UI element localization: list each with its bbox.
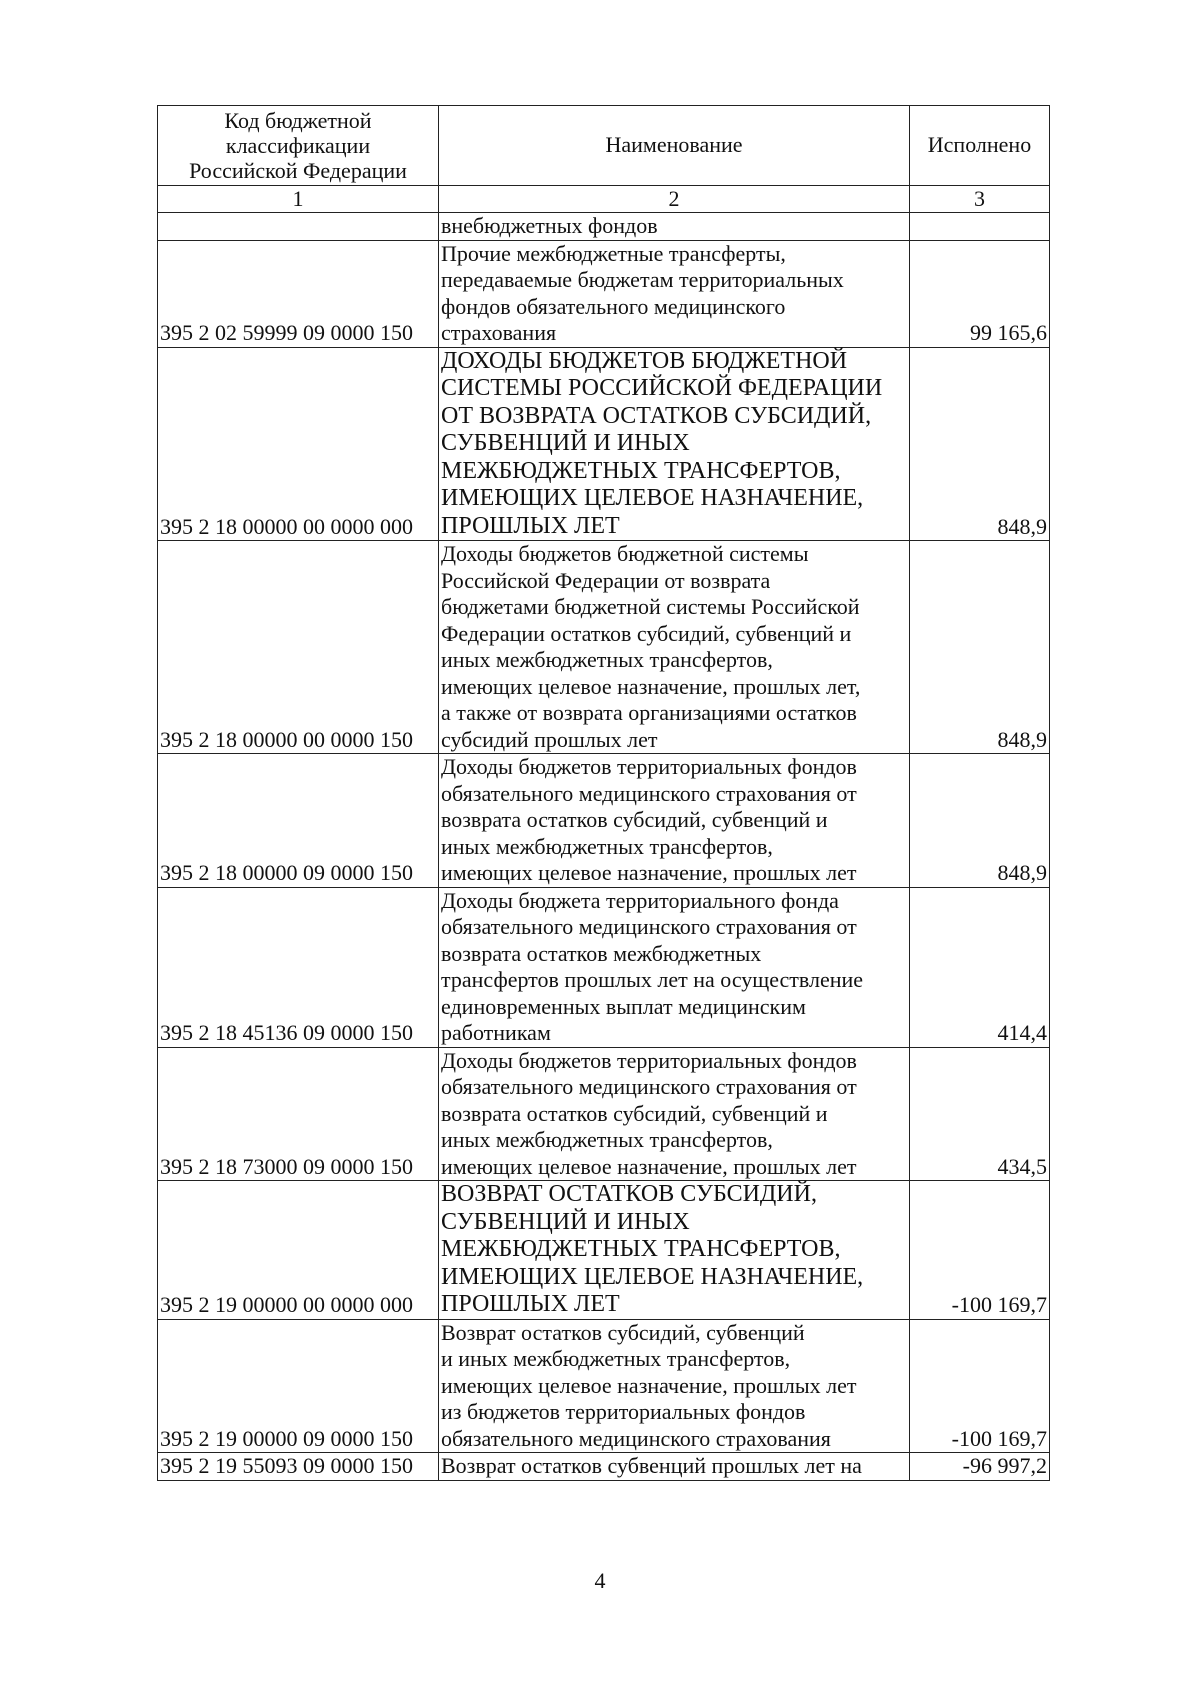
item-name-line: а также от возврата организациями остатков (441, 700, 857, 725)
item-name-line: имеющих целевое назначение, прошлых лет (441, 1372, 857, 1398)
item-name-line: Доходы бюджетов территориальных фондов (441, 754, 857, 779)
executed-value-cell: 434,5 (910, 1047, 1050, 1181)
budget-code-cell: 395 2 19 00000 09 0000 150 (158, 1319, 439, 1453)
item-name-line: Доходы бюджетов территориальных фондов (441, 1047, 857, 1073)
item-name-line: Доходы бюджетов бюджетной системы (441, 541, 809, 566)
header-executed: Исполнено (910, 106, 1050, 186)
item-name-line: СУБВЕНЦИЙ И ИНЫХ (441, 1208, 690, 1235)
header-code-line: Российской Федерации (189, 158, 407, 183)
item-name-line: Прочие межбюджетные трансферты, (441, 240, 786, 266)
item-name-cell (439, 213, 910, 241)
budget-code-cell: 395 2 18 73000 09 0000 150 (158, 1047, 439, 1181)
item-name-line: ДОХОДЫ БЮДЖЕТОВ БЮДЖЕТНОЙ (441, 347, 848, 374)
table-body (158, 213, 1050, 1481)
item-name-line: Возврат остатков субвенций прошлых лет на (441, 1453, 862, 1478)
page-number: 4 (594, 1568, 606, 1593)
item-name-cell (439, 1181, 910, 1320)
table-row (158, 1181, 1050, 1320)
item-name-line: фондов обязательного медицинского (441, 293, 786, 319)
executed-value-cell: 848,9 (910, 347, 1050, 541)
table-row (158, 240, 1050, 347)
executed-value-cell (910, 213, 1050, 241)
item-name-line: работникам (441, 1020, 551, 1045)
item-name-line: Федерации остатков субсидий, субвенций и (441, 620, 852, 646)
item-name-line: СУБВЕНЦИЙ И ИНЫХ (441, 430, 690, 456)
item-name-cell (439, 887, 910, 1047)
item-name-cell (439, 240, 910, 347)
item-name-line: возврата остатков субсидий, субвенций и (441, 1100, 828, 1126)
item-name-cell (439, 754, 910, 888)
table-row (158, 887, 1050, 1047)
table-row (158, 1319, 1050, 1453)
item-name-line: имеющих целевое назначение, прошлых лет (441, 1153, 857, 1179)
budget-code-cell: 395 2 18 45136 09 0000 150 (158, 887, 439, 1047)
item-name-cell (439, 1319, 910, 1453)
item-name-line: обязательного медицинского страхования от (441, 780, 857, 806)
column-number: 3 (910, 186, 1050, 213)
budget-code-cell: 395 2 18 00000 09 0000 150 (158, 754, 439, 888)
item-name-line: Возврат остатков субсидий, субвенций (441, 1319, 805, 1345)
budget-code-cell: 395 2 18 00000 00 0000 000 (158, 347, 439, 541)
item-name-cell (439, 347, 910, 541)
executed-value-cell: 848,9 (910, 541, 1050, 754)
executed-value-cell: -100 169,7 (910, 1181, 1050, 1320)
item-name-line: ОТ ВОЗВРАТА ОСТАТКОВ СУБСИДИЙ, (441, 402, 872, 429)
table-row (158, 541, 1050, 754)
item-name-line: трансфертов прошлых лет на осуществление (441, 967, 864, 992)
item-name-line: ПРОШЛЫХ ЛЕТ (441, 512, 620, 539)
item-name-cell (439, 541, 910, 754)
item-name-cell (439, 1453, 910, 1481)
item-name-line: возврата остатков субсидий, субвенций и (441, 807, 828, 832)
budget-code-cell: 395 2 19 00000 00 0000 000 (158, 1181, 439, 1320)
table-row (158, 1047, 1050, 1181)
header-code-line: Код бюджетной (224, 108, 372, 133)
item-name-line: ПРОШЛЫХ ЛЕТ (441, 1291, 620, 1317)
item-name-line: иных межбюджетных трансфертов, (441, 1127, 773, 1152)
executed-value-cell: 414,4 (910, 887, 1050, 1047)
item-name-line: единовременных выплат медицинским (441, 993, 806, 1019)
item-name-line: субсидий прошлых лет (441, 726, 658, 752)
executed-value-cell: 848,9 (910, 754, 1050, 888)
item-name-line: имеющих целевое назначение, прошлых лет (441, 860, 857, 885)
item-name-line: бюджетами бюджетной системы Российской (441, 594, 860, 619)
table-row (158, 1453, 1050, 1481)
executed-value-cell: -100 169,7 (910, 1319, 1050, 1453)
budget-code-cell: 395 2 02 59999 09 0000 150 (158, 240, 439, 347)
column-number-row (158, 186, 1050, 213)
column-number: 2 (439, 186, 910, 213)
item-name-line: Российской Федерации от возврата (441, 567, 771, 593)
header-code-line: классификации (225, 133, 371, 158)
budget-code-cell: 395 2 18 00000 00 0000 150 (158, 541, 439, 754)
item-name-line: и иных межбюджетных трансфертов, (441, 1346, 791, 1371)
item-name-line: обязательного медицинского страхования от (441, 914, 857, 939)
header-name: Наименование (439, 106, 910, 186)
item-name-line: имеющих целевое назначение, прошлых лет, (441, 673, 861, 699)
table-row (158, 213, 1050, 241)
budget-code-cell (158, 213, 439, 241)
item-name-line: обязательного медицинского страхования (441, 1425, 831, 1451)
item-name-line: ИМЕЮЩИХ ЦЕЛЕВОЕ НАЗНАЧЕНИЕ, (441, 485, 864, 511)
column-number: 1 (158, 186, 439, 213)
budget-execution-table (157, 105, 1050, 1481)
table-header-row (158, 106, 1050, 186)
item-name-line: МЕЖБЮДЖЕТНЫХ ТРАНСФЕРТОВ, (441, 457, 841, 484)
item-name-line: передаваемые бюджетам территориальных (441, 267, 844, 292)
item-name-line: внебюджетных фондов (441, 213, 658, 238)
item-name-line: ИМЕЮЩИХ ЦЕЛЕВОЕ НАЗНАЧЕНИЕ, (441, 1263, 864, 1290)
item-name-line: иных межбюджетных трансфертов, (441, 647, 773, 672)
executed-value-cell: 99 165,6 (910, 240, 1050, 347)
table-row (158, 754, 1050, 888)
item-name-line: СИСТЕМЫ РОССИЙСКОЙ ФЕДЕРАЦИИ (441, 375, 883, 401)
item-name-line: иных межбюджетных трансфертов, (441, 833, 773, 859)
item-name-line: Доходы бюджета территориального фонда (441, 887, 839, 913)
budget-code-cell: 395 2 19 55093 09 0000 150 (158, 1453, 439, 1481)
item-name-cell (439, 1047, 910, 1181)
item-name-line: страхования (441, 320, 557, 345)
item-name-line: возврата остатков межбюджетных (441, 940, 762, 966)
executed-value-cell: -96 997,2 (910, 1453, 1050, 1481)
table-row (158, 347, 1050, 541)
item-name-line: МЕЖБЮДЖЕТНЫХ ТРАНСФЕРТОВ, (441, 1236, 841, 1262)
item-name-line: ВОЗВРАТ ОСТАТКОВ СУБСИДИЙ, (441, 1181, 817, 1207)
item-name-line: обязательного медицинского страхования от (441, 1074, 857, 1099)
item-name-line: из бюджетов территориальных фондов (441, 1399, 806, 1424)
header-budget-code (158, 106, 439, 186)
